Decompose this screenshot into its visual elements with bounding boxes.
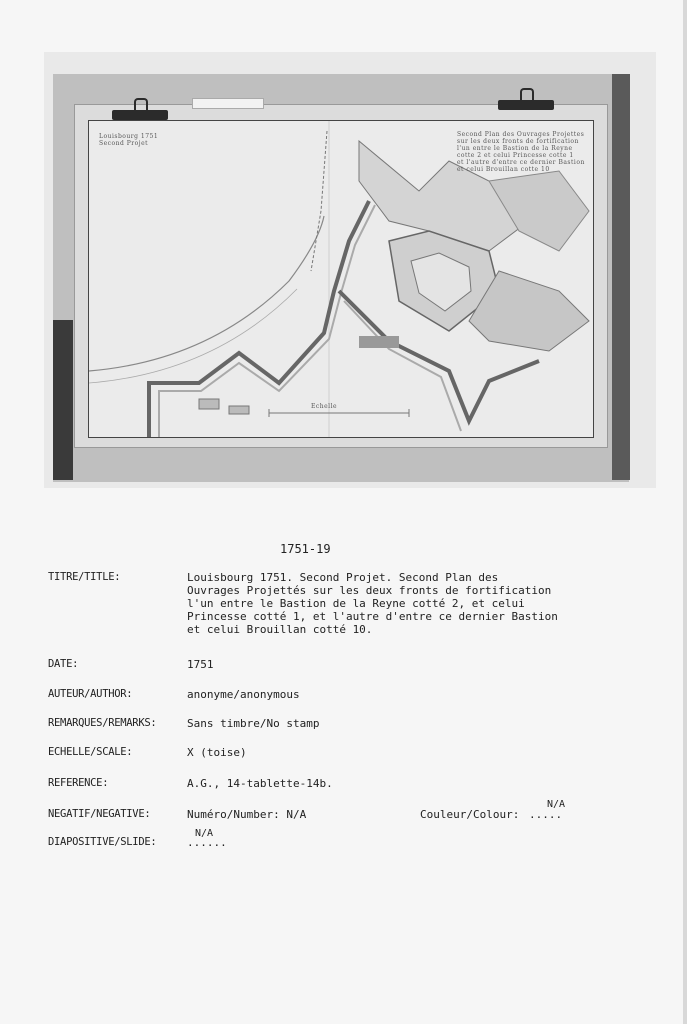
reference-value: A.G., 14-tablette-14b. <box>187 777 333 790</box>
plan-subtitle-line-4: cotte 2 et celui Princesse cotte 1 <box>457 152 574 159</box>
date-value: 1751 <box>187 658 214 671</box>
plan-title-line-2: Second Projet <box>99 140 149 147</box>
page-edge <box>683 0 687 1024</box>
plan-subtitle-line-1: Second Plan des Ouvrages Projettes <box>457 131 585 138</box>
plan-title-left <box>99 133 189 147</box>
scale-label: ECHELLE/SCALE: <box>48 746 133 758</box>
colour-na: N/A <box>547 799 566 810</box>
plan-subtitle-line-5: et l'autre d'entre ce dernier Bastion <box>457 159 585 166</box>
negative-value: Numéro/Number: N/A <box>187 808 307 821</box>
title-line-5: et celui Brouillan cotté 10. <box>187 623 373 636</box>
fortification-plan <box>88 120 594 438</box>
title-value <box>187 571 627 636</box>
plan-title-line-1: Louisbourg 1751 <box>99 133 159 140</box>
plan-subtitle-line-3: l'un entre le Bastion de la Reyne <box>457 145 573 152</box>
colour-dots: ..... <box>529 808 563 821</box>
plan-subtitle-line-6: et celui Brouillan cotte 10 <box>457 166 550 173</box>
title-line-2: Ouvrages Projettés sur les deux fronts de fortification <box>187 584 552 597</box>
scale-value: X (toise) <box>187 746 247 759</box>
slide-label: DIAPOSITIVE/SLIDE: <box>48 836 157 848</box>
slide-na: N/A <box>195 828 214 839</box>
plan-photograph <box>44 52 656 488</box>
date-label: DATE: <box>48 658 79 670</box>
title-line-1: Louisbourg 1751. Second Projet. Second Plan des <box>187 571 499 584</box>
author-value: anonyme/anonymous <box>187 688 300 701</box>
plan-title-right <box>457 131 587 173</box>
reference-label: REFERENCE: <box>48 777 109 789</box>
binder-clip-left <box>112 110 168 120</box>
title-line-4: Princesse cotté 1, et l'autre d'entre ce dernier Bastion <box>187 610 558 623</box>
record-code: 1751-19 <box>280 542 331 556</box>
remarks-value: Sans timbre/No stamp <box>187 717 320 730</box>
binder-clip-right <box>498 100 554 110</box>
board-label-tag <box>192 98 264 109</box>
photo-shadow-right <box>612 74 630 480</box>
photo-shadow-left <box>53 320 73 480</box>
plan-scale-label: Echelle <box>311 403 338 410</box>
plan-subtitle-line-2: sur les deux fronts de fortification <box>457 138 579 145</box>
title-line-3: l'un entre le Bastion de la Reyne cotté 2, et celui <box>187 597 525 610</box>
author-label: AUTEUR/AUTHOR: <box>48 688 133 700</box>
colour-label: Couleur/Colour: <box>420 808 520 821</box>
slide-dots: ...... <box>187 836 227 849</box>
remarks-label: REMARQUES/REMARKS: <box>48 717 157 729</box>
title-label: TITRE/TITLE: <box>48 571 121 583</box>
negative-label: NEGATIF/NEGATIVE: <box>48 808 151 820</box>
